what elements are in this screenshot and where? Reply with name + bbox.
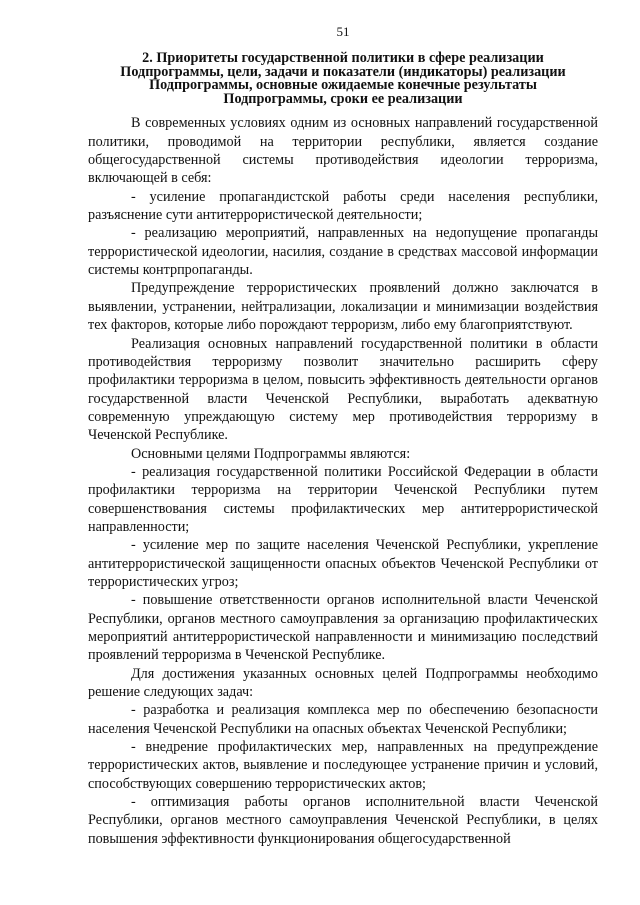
- paragraph: Реализация основных направлений государственной политики в области противодействия терроризму позволит значительно расширить сферу профилактики терроризма в целом, повысить эффективность деятельности органов государственной власти Чеченской Республики, выработать адекватную современную упреждающую систему мер противодействия терроризму в Чеченской Республике.: [88, 335, 598, 444]
- section-heading: [88, 52, 598, 106]
- paragraph: - повышение ответственности органов исполнительной власти Чеченской Республики, органов местного самоуправления за организацию профилактических мероприятий антитеррористической направленности и минимизацию последствий проявлений терроризма в Чеченской Республике.: [88, 592, 598, 664]
- paragraph: - внедрение профилактических мер, направленных на предупреждение террористических актов, выявление и последующее устранение причин и условий, способствующих совершению террористических актов;: [88, 739, 598, 792]
- paragraph: - усиление пропагандистской работы среди населения республики, разъяснение сути антитеррористической деятельности;: [88, 188, 598, 224]
- body-text: [88, 114, 598, 848]
- paragraph: - оптимизация работы органов исполнительной власти Чеченской Республики, органов местного самоуправления Чеченской Республики, в целях повышения эффективности функционирования общегосударственной: [88, 794, 598, 847]
- paragraph: Основными целями Подпрограммы являются:: [131, 445, 411, 462]
- paragraph: В современных условиях одним из основных направлений государственной политики, проводимой на территории республики, является создание общегосударственной системы противодействия идеологии терроризма, включающей в себя:: [88, 115, 598, 187]
- paragraph: - реализацию мероприятий, направленных на недопущение пропаганды террористической идеологии, насилия, создание в средствах массовой информации системы контрпропаганды.: [88, 225, 598, 279]
- heading-line: Подпрограммы, сроки ее реализации: [223, 90, 463, 107]
- heading-line: Подпрограммы, основные ожидаемые конечные результаты: [149, 77, 537, 94]
- paragraph: Предупреждение террористических проявлений должно заключатся в выявлении, устранении, нейтрализации, локализации и минимизации воздействия тех факторов, которые либо порождают терроризм, либо ему благоприятствуют.: [88, 280, 598, 334]
- paragraph: - реализация государственной политики Российской Федерации в области профилактики терроризма на территории Чеченской Республики путем совершенствования системы профилактических мер антитеррористической направленности;: [88, 463, 598, 535]
- page-number: 51: [336, 24, 350, 39]
- heading-line: 2. Приоритеты государственной политики в сфере реализации: [142, 50, 544, 66]
- paragraph: Для достижения указанных основных целей Подпрограммы необходимо решение следующих задач:: [88, 665, 598, 701]
- paragraph: - разработка и реализация комплекса мер по обеспечению безопасности населения Чеченской Республики на опасных объектах Чеченской Республики;: [88, 702, 598, 737]
- paragraph: - усиление мер по защите населения Чеченской Республики, укрепление антитеррористической защищенности опасных объектов Чеченской Республики от террористических угроз;: [88, 537, 598, 590]
- heading-line: Подпрограммы, цели, задачи и показатели (индикаторы) реализации: [120, 63, 566, 80]
